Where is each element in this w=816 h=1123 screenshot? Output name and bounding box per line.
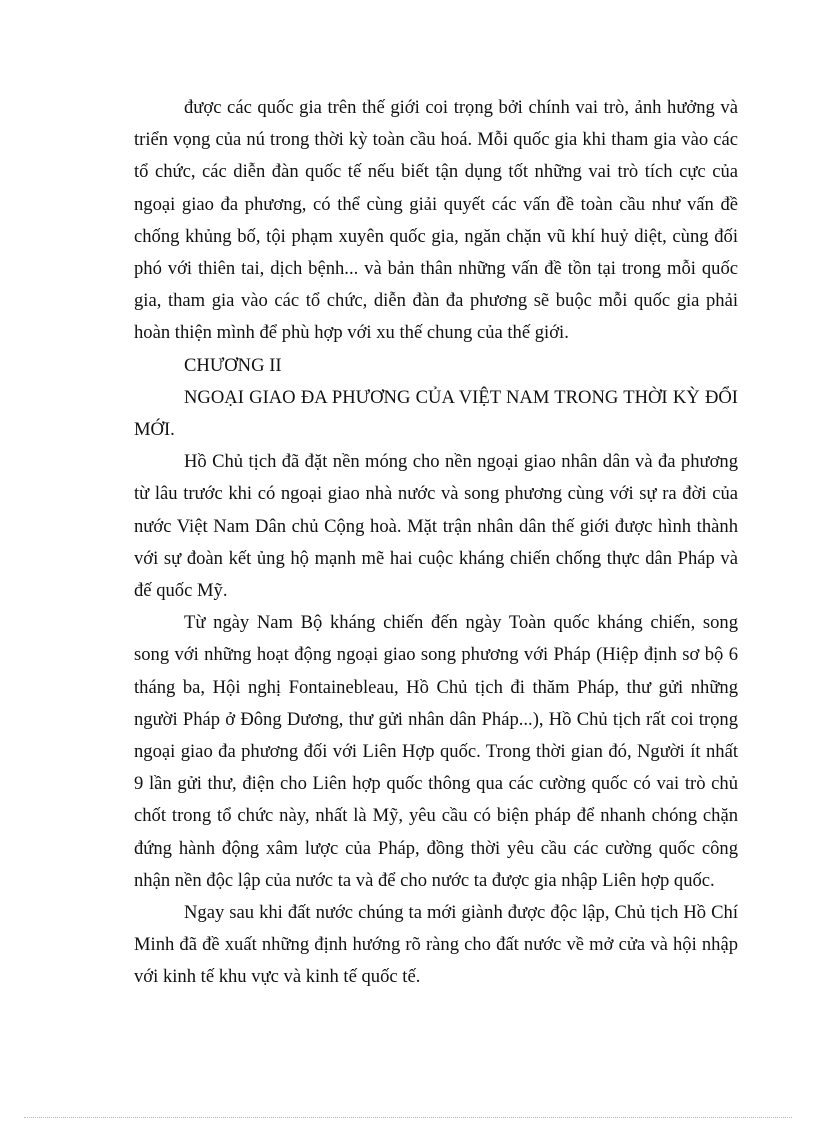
paragraph: Hồ Chủ tịch đã đặt nền móng cho nền ngoại giao nhân dân và đa phương từ lâu trước khi có ngoại giao nhà nước và song phương cùng với sự ra đời của nước Việt Nam Dân chủ Cộng hoà. Mặt trận nhân dân thế giới được hình thành với sự đoàn kết ủng hộ mạnh mẽ hai cuộc kháng chiến chống thực dân Pháp và đế quốc Mỹ. [134,451,738,602]
chapter-title: NGOẠI GIAO ĐA PHƯƠNG CỦA VIỆT NAM TRONG THỜI KỲ ĐỔI MỚI. [134,386,738,441]
chapter-label: CHƯƠNG II [184,354,282,376]
paragraph: Ngay sau khi đất nước chúng ta mới giành được độc lập, Chủ tịch Hồ Chí Minh đã đề xuất những định hướng rõ ràng cho đất nước về mở cửa và hội nhập với kinh tế khu vực và kinh tế quốc tế. [134,902,738,988]
page-break-divider [24,1117,792,1118]
document-body [134,92,738,994]
paragraph: Từ ngày Nam Bộ kháng chiến đến ngày Toàn quốc kháng chiến, song song với những hoạt động ngoại giao song phương với Pháp (Hiệp định sơ bộ 6 tháng ba, Hội nghị Fontainebleau, Hồ Chủ tịch đi thăm Pháp, thư gửi những người Pháp ở Đông Dương, thư gửi nhân dân Pháp...), Hồ Chủ tịch rất coi trọng ngoại giao đa phương đối với Liên Hợp quốc. Trong thời gian đó, Người ít nhất 9 lần gửi thư, điện cho Liên hợp quốc thông qua các cường quốc có vai trò chủ chốt trong tổ chức này, nhất là Mỹ, yêu cầu có biện pháp để nhanh chóng chặn đứng hành động xâm lược của Pháp, đồng thời yêu cầu các cường quốc công nhận nền độc lập của nước ta và để cho nước ta được gia nhập Liên hợp quốc. [134,612,738,891]
paragraph-continuation: được các quốc gia trên thế giới coi trọng bởi chính vai trò, ảnh hưởng và triển vọng của nú trong thời kỳ toàn cầu hoá. Mỗi quốc gia khi tham gia vào các tổ chức, các diễn đàn quốc tế nếu biết tận dụng tốt những vai trò tích cực của ngoại giao đa phương, có thể cùng giải quyết các vấn đề toàn cầu như vấn đề chống khủng bố, tội phạm xuyên quốc gia, ngăn chặn vũ khí huỷ diệt, cùng đối phó với thiên tai, dịch bệnh... và bản thân những vấn đề tồn tại trong mỗi quốc gia, tham gia vào các tổ chức, diễn đàn đa phương sẽ buộc mỗi quốc gia phải hoàn thiện mình để phù hợp với xu thế chung của thế giới. [134,97,738,344]
